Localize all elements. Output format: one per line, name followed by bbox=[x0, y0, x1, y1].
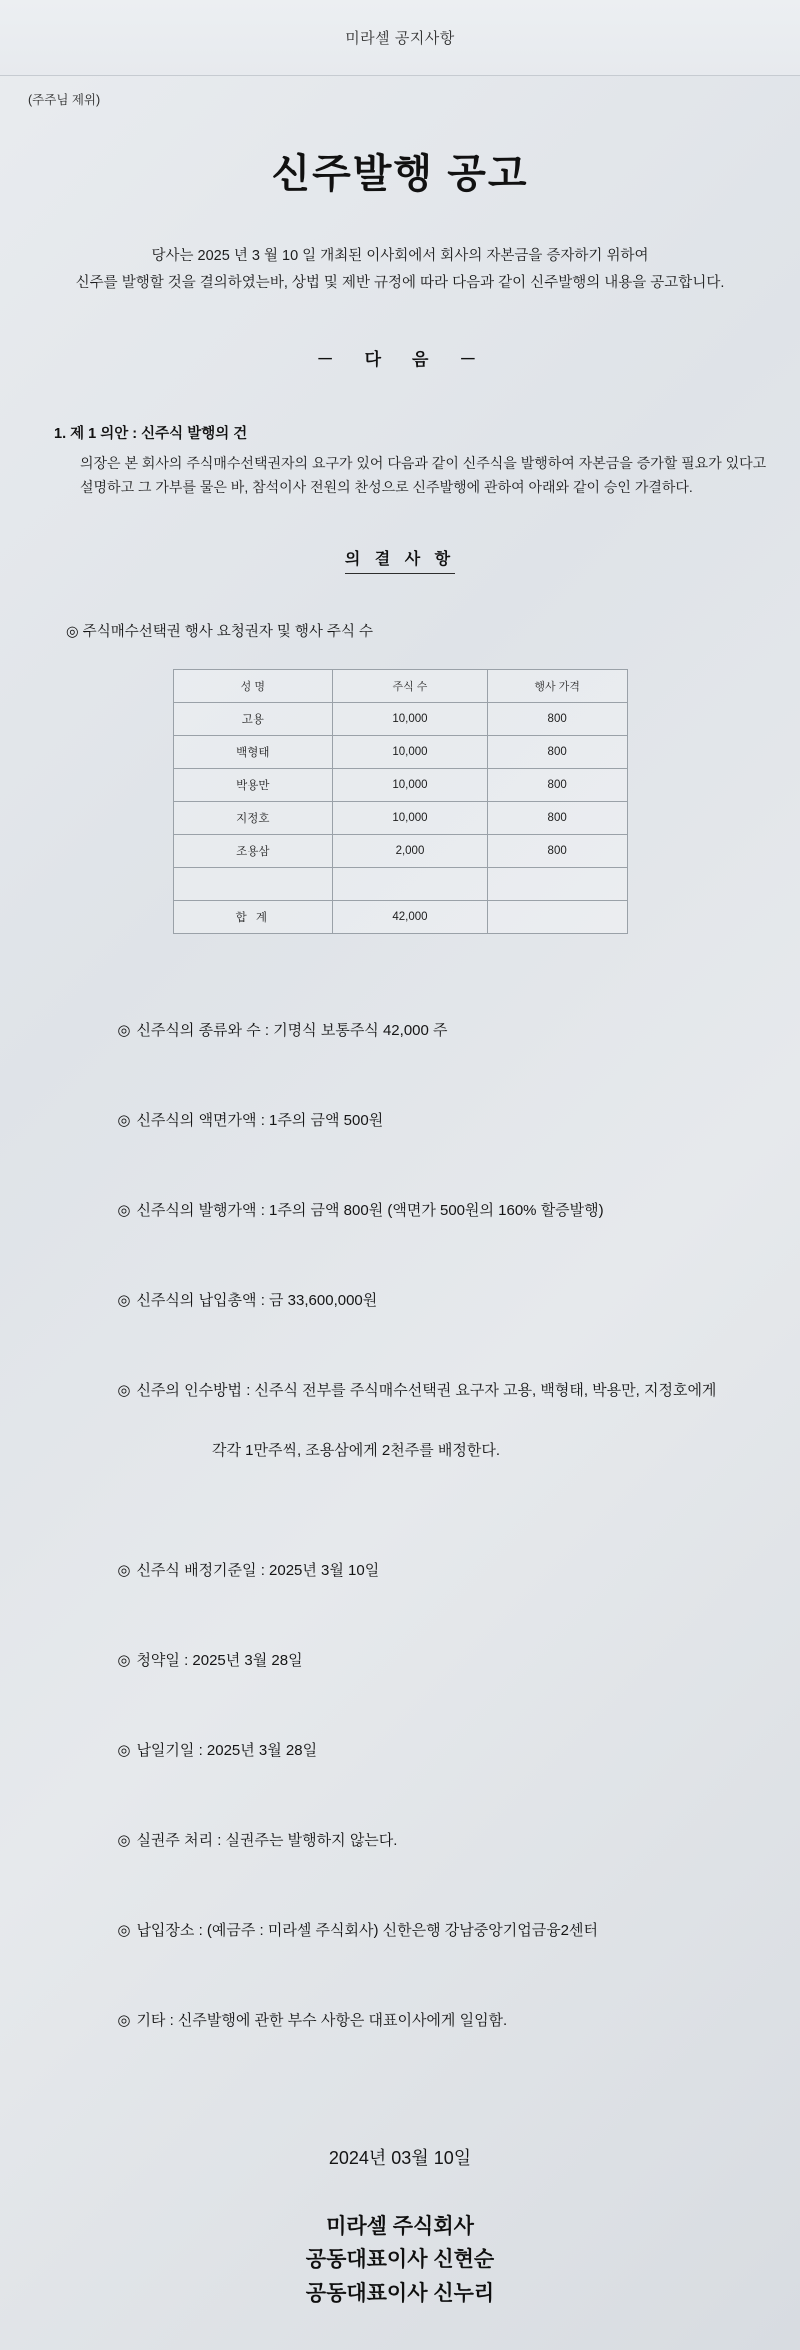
agenda-section bbox=[54, 422, 776, 500]
stock-allocation-table bbox=[173, 669, 628, 934]
column-header-shares: 주식 수 bbox=[333, 669, 488, 702]
table-row bbox=[173, 768, 627, 801]
list-item bbox=[84, 1976, 776, 2066]
top-header-bar bbox=[0, 0, 800, 76]
cell-shares: 10,000 bbox=[333, 702, 488, 735]
bullet-icon: ◎ bbox=[117, 1561, 131, 1579]
bullet-icon: ◎ bbox=[117, 1381, 131, 1399]
cell-name bbox=[173, 867, 333, 900]
list-item-text: 신주식의 액면가액 : 1주의 금액 500원 bbox=[136, 1111, 384, 1129]
resolution-heading bbox=[24, 546, 776, 574]
issue-date: 2024년 03월 10일 bbox=[328, 2147, 472, 2168]
cell-name: 조용삼 bbox=[173, 834, 333, 867]
company-name: 미라셀 주식회사 bbox=[326, 2214, 474, 2238]
representative-2: 공동대표이사 신누리 bbox=[305, 2281, 495, 2305]
bullet-icon: ◎ bbox=[117, 1651, 131, 1669]
cell-price: 800 bbox=[487, 801, 627, 834]
bullet-icon: ◎ bbox=[117, 1291, 131, 1309]
cell-name: 고용 bbox=[173, 702, 333, 735]
list-item-text: 납입장소 : (예금주 : 미라셀 주식회사) 신한은행 강남중앙기업금융2센터 bbox=[136, 1921, 599, 1939]
list-item-text: 신주의 인수방법 : 신주식 전부를 주식매수선택권 요구자 고용, 백형태, 박용만, 지정호에게 bbox=[136, 1381, 717, 1399]
list-item bbox=[84, 1076, 776, 1166]
cell-shares bbox=[333, 867, 488, 900]
signature-block bbox=[24, 2210, 776, 2311]
header-title: 미라셀 공지사항 bbox=[345, 30, 455, 47]
list-item bbox=[84, 1526, 776, 1616]
intro-line-2: 신주를 발행할 것을 결의하였는바, 상법 및 제반 규정에 따라 다음과 같이 신주발행의 내용을 공고합니다. bbox=[75, 274, 725, 291]
bullet-icon: ◎ bbox=[117, 1921, 131, 1939]
cell-name: 박용만 bbox=[173, 768, 333, 801]
cell-price: 800 bbox=[487, 735, 627, 768]
table-total-row bbox=[173, 900, 627, 933]
list-item bbox=[84, 1706, 776, 1796]
page-title: 신주발행 공고 bbox=[271, 152, 529, 196]
bullet-icon: ◎ bbox=[117, 2011, 131, 2029]
cell-shares: 10,000 bbox=[333, 735, 488, 768]
cell-shares: 10,000 bbox=[333, 768, 488, 801]
table-row bbox=[173, 834, 627, 867]
cell-total-label: 합 계 bbox=[173, 900, 333, 933]
cell-price: 800 bbox=[487, 702, 627, 735]
list-item bbox=[84, 986, 776, 1076]
cell-total-shares: 42,000 bbox=[333, 900, 488, 933]
list-item bbox=[84, 1886, 776, 1976]
intro-line-1: 당사는 2025 년 3 월 10 일 개최된 이사회에서 회사의 자본금을 증자하기 위하여 bbox=[151, 248, 649, 264]
table-caption: ◎ 주식매수선택권 행사 요청권자 및 행사 주식 수 bbox=[66, 623, 373, 640]
list-item bbox=[84, 1616, 776, 1706]
list-item-text: 신주식 배정기준일 : 2025년 3월 10일 bbox=[136, 1561, 380, 1579]
column-header-price: 행사 가격 bbox=[487, 669, 627, 702]
cell-price: 800 bbox=[487, 834, 627, 867]
representative-1: 공동대표이사 신현순 bbox=[305, 2248, 495, 2272]
table-row bbox=[173, 702, 627, 735]
agenda-title: 1. 제 1 의안 : 신주식 발행의 건 bbox=[54, 425, 248, 442]
list-item bbox=[84, 1796, 776, 1886]
section-divider-label: － 다 음 － bbox=[316, 349, 484, 369]
list-item-subtext: 각각 1만주씩, 조용삼에게 2천주를 배정한다. bbox=[212, 1441, 501, 1459]
cell-price: 800 bbox=[487, 768, 627, 801]
cell-name: 백형태 bbox=[173, 735, 333, 768]
exclusion-note: (주주님 제위) bbox=[28, 93, 101, 107]
list-item-text: 신주식의 납입총액 : 금 33,600,000원 bbox=[136, 1291, 378, 1309]
cell-name: 지정호 bbox=[173, 801, 333, 834]
agenda-body: 의장은 본 회사의 주식매수선택권자의 요구가 있어 다음과 같이 신주식을 발행하여 자본금을 증가할 필요가 있다고 설명하고 그 가부를 물은 바, 참석이사 전원의 찬성으로 신주발행에 관하여 아래와 같이 승인 가결하다. bbox=[80, 454, 767, 496]
list-item-text: 기타 : 신주발행에 관한 부수 사항은 대표이사에게 일임함. bbox=[136, 2011, 508, 2029]
list-item-text: 신주식의 종류와 수 : 기명식 보통주식 42,000 주 bbox=[136, 1021, 448, 1039]
table-row bbox=[173, 735, 627, 768]
cell-shares: 10,000 bbox=[333, 801, 488, 834]
document-content bbox=[0, 76, 800, 2350]
cell-shares: 2,000 bbox=[333, 834, 488, 867]
column-header-name: 성 명 bbox=[173, 669, 333, 702]
bullet-icon: ◎ bbox=[117, 1021, 131, 1039]
cell-total-price bbox=[487, 900, 627, 933]
cell-price bbox=[487, 867, 627, 900]
table-row bbox=[173, 801, 627, 834]
list-item-text: 납일기일 : 2025년 3월 28일 bbox=[136, 1741, 318, 1759]
bullet-icon: ◎ bbox=[117, 1201, 131, 1219]
bullet-icon: ◎ bbox=[117, 1831, 131, 1849]
list-item-text: 청약일 : 2025년 3월 28일 bbox=[136, 1651, 303, 1669]
table-row-empty bbox=[173, 867, 627, 900]
bullet-icon: ◎ bbox=[117, 1111, 131, 1129]
bullet-icon: ◎ bbox=[117, 1741, 131, 1759]
list-item-text: 신주식의 발행가액 : 1주의 금액 800원 (액면가 500원의 160% 할증발행) bbox=[136, 1201, 604, 1219]
terms-list bbox=[84, 986, 776, 2066]
intro-paragraph bbox=[24, 243, 776, 297]
list-item bbox=[84, 1346, 776, 1526]
list-item bbox=[84, 1256, 776, 1346]
resolution-heading-text: 의 결 사 항 bbox=[345, 551, 455, 574]
list-item bbox=[84, 1166, 776, 1256]
list-item-text: 실권주 처리 : 실권주는 발행하지 않는다. bbox=[136, 1831, 398, 1849]
table-header-row bbox=[173, 669, 627, 702]
